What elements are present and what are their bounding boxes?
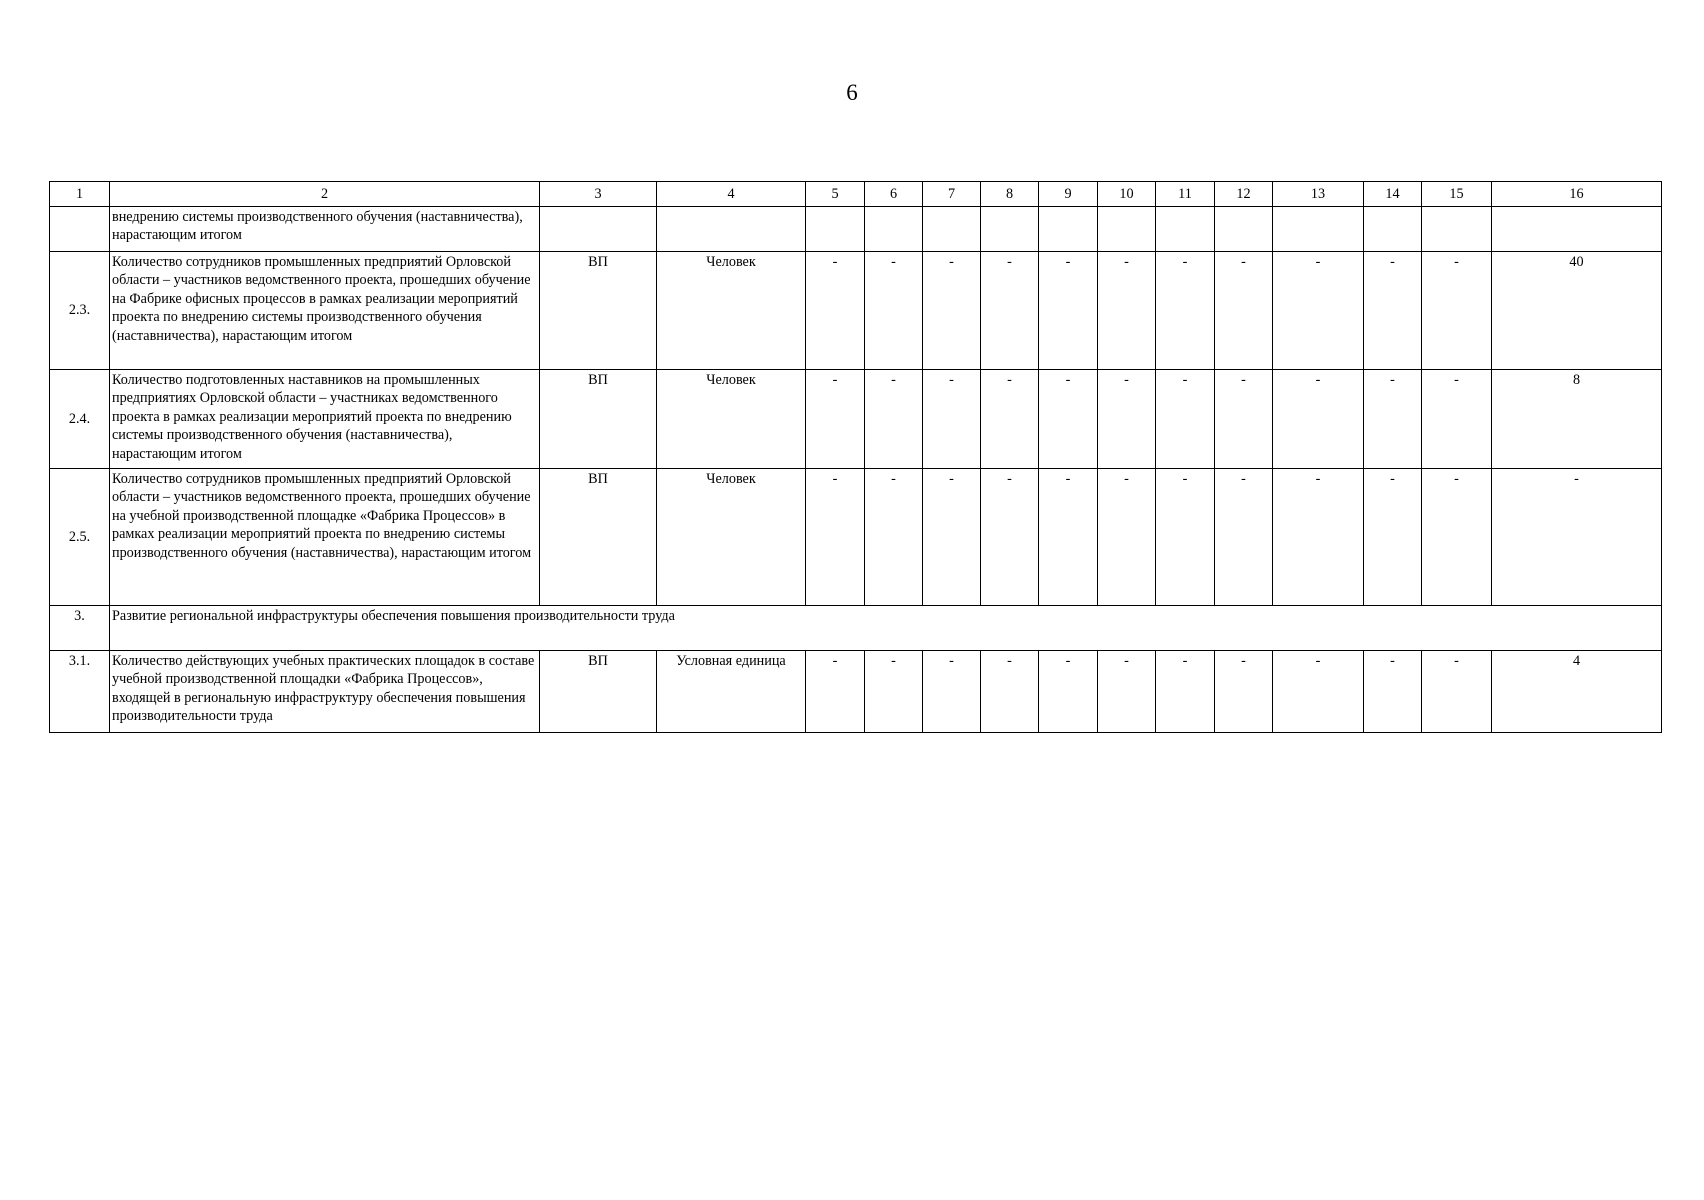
row-value: -	[1273, 370, 1364, 469]
row-value: -	[1273, 252, 1364, 370]
row-value: -	[1156, 370, 1215, 469]
row-value	[865, 207, 923, 252]
row-number: 2.5.	[50, 469, 110, 606]
header-cell: 15	[1422, 182, 1492, 207]
row-value: -	[923, 469, 981, 606]
row-value: -	[1098, 252, 1156, 370]
row-value: -	[1364, 651, 1422, 733]
header-cell: 8	[981, 182, 1039, 207]
row-number	[50, 207, 110, 252]
header-cell: 9	[1039, 182, 1098, 207]
row-description: внедрению системы производственного обучения (наставничества), нарастающим итогом	[110, 207, 540, 252]
row-number: 3.1.	[50, 651, 110, 733]
row-value: -	[1273, 651, 1364, 733]
row-value: -	[1215, 651, 1273, 733]
row-unit: Человек	[657, 370, 806, 469]
row-value: -	[1039, 370, 1098, 469]
row-unit: Человек	[657, 252, 806, 370]
header-cell: 5	[806, 182, 865, 207]
header-cell: 10	[1098, 182, 1156, 207]
row-description: Количество сотрудников промышленных предприятий Орловской области – участников ведомственного проекта, прошедших обучение на учебной производственной площадке «Фабрика Процессов» в рамках реализации мероприятий проекта по внедрению системы производственного обучения (наставничества), нарастающим итогом	[110, 469, 540, 606]
row-description: Количество действующих учебных практических площадок в составе учебной производственной площадки «Фабрика Процессов», входящей в региональную инфраструктуру обеспечения повышения производительности труда	[110, 651, 540, 733]
row-source: ВП	[540, 651, 657, 733]
row-value: -	[806, 370, 865, 469]
row-description: Количество сотрудников промышленных предприятий Орловской области – участников ведомственного проекта, прошедших обучение на Фабрике офисных процессов в рамках реализации мероприятий проекта по внедрению системы производственного обучения (наставничества), нарастающим итогом	[110, 252, 540, 370]
table-row	[50, 469, 1662, 606]
header-cell: 6	[865, 182, 923, 207]
header-cell: 11	[1156, 182, 1215, 207]
row-value: 40	[1492, 252, 1662, 370]
table-row	[50, 207, 1662, 252]
row-value: -	[1215, 252, 1273, 370]
row-number: 2.4.	[50, 370, 110, 469]
row-value: -	[865, 252, 923, 370]
row-value: -	[1156, 651, 1215, 733]
indicators-table	[49, 181, 1662, 733]
row-value: -	[1364, 469, 1422, 606]
row-value	[1422, 207, 1492, 252]
row-value: -	[1422, 469, 1492, 606]
table-header-row	[50, 182, 1662, 207]
row-value: -	[981, 370, 1039, 469]
row-value	[1156, 207, 1215, 252]
row-value: -	[923, 252, 981, 370]
row-value: -	[1364, 252, 1422, 370]
row-value: -	[981, 651, 1039, 733]
row-unit: Человек	[657, 469, 806, 606]
header-cell: 14	[1364, 182, 1422, 207]
row-value	[1215, 207, 1273, 252]
header-cell: 7	[923, 182, 981, 207]
table-row	[50, 651, 1662, 733]
row-value: 4	[1492, 651, 1662, 733]
row-value: -	[865, 469, 923, 606]
row-value: -	[923, 370, 981, 469]
row-value: -	[806, 469, 865, 606]
header-cell: 2	[110, 182, 540, 207]
row-value: -	[1215, 469, 1273, 606]
row-value: -	[1039, 651, 1098, 733]
table-row	[50, 252, 1662, 370]
section-title: Развитие региональной инфраструктуры обеспечения повышения производительности труда	[110, 606, 1662, 651]
row-unit	[657, 207, 806, 252]
section-row	[50, 606, 1662, 651]
row-value	[1492, 207, 1662, 252]
row-number: 2.3.	[50, 252, 110, 370]
row-value: -	[806, 252, 865, 370]
row-value: -	[1039, 469, 1098, 606]
row-source	[540, 207, 657, 252]
header-cell: 12	[1215, 182, 1273, 207]
row-value	[1039, 207, 1098, 252]
row-value: -	[865, 370, 923, 469]
row-value: -	[806, 651, 865, 733]
row-value	[1098, 207, 1156, 252]
row-value: -	[1422, 370, 1492, 469]
row-value	[806, 207, 865, 252]
row-value: -	[923, 651, 981, 733]
page-number: 6	[846, 80, 858, 105]
row-value: -	[981, 469, 1039, 606]
row-value: -	[1492, 469, 1662, 606]
row-value: -	[1422, 252, 1492, 370]
row-value: -	[1098, 370, 1156, 469]
header-cell: 1	[50, 182, 110, 207]
row-value: -	[1156, 252, 1215, 370]
row-value	[981, 207, 1039, 252]
row-unit: Условная единица	[657, 651, 806, 733]
row-value: -	[981, 252, 1039, 370]
row-value	[1273, 207, 1364, 252]
row-value: -	[1215, 370, 1273, 469]
row-value: -	[1156, 469, 1215, 606]
row-source: ВП	[540, 469, 657, 606]
header-cell: 16	[1492, 182, 1662, 207]
row-value: -	[865, 651, 923, 733]
row-value	[1364, 207, 1422, 252]
row-value: -	[1273, 469, 1364, 606]
header-cell: 4	[657, 182, 806, 207]
row-value	[923, 207, 981, 252]
section-number: 3.	[50, 606, 110, 651]
row-value: -	[1422, 651, 1492, 733]
row-value: -	[1098, 469, 1156, 606]
row-value: -	[1098, 651, 1156, 733]
table-row	[50, 370, 1662, 469]
row-source: ВП	[540, 252, 657, 370]
row-value: 8	[1492, 370, 1662, 469]
row-description: Количество подготовленных наставников на промышленных предприятиях Орловской области – участниках ведомственного проекта в рамках реализации мероприятий проекта по внедрению системы производственного обучения (наставничества), нарастающим итогом	[110, 370, 540, 469]
row-value: -	[1039, 252, 1098, 370]
header-cell: 13	[1273, 182, 1364, 207]
header-cell: 3	[540, 182, 657, 207]
row-value: -	[1364, 370, 1422, 469]
row-source: ВП	[540, 370, 657, 469]
